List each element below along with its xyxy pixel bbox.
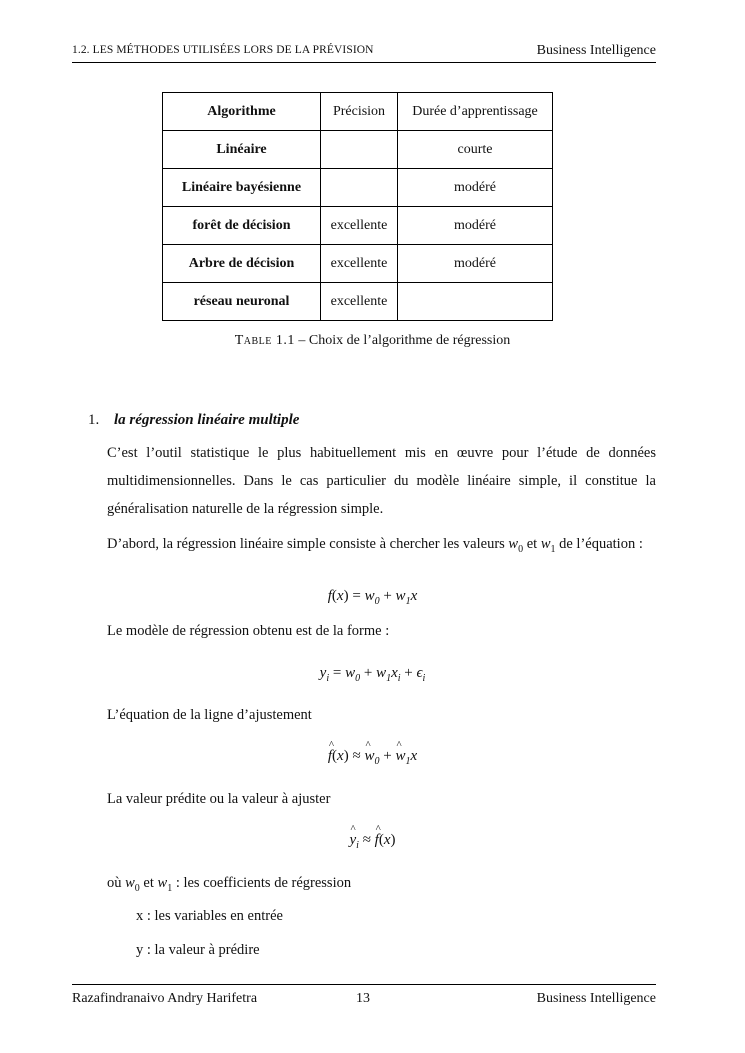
table-header-cell: Précision bbox=[321, 93, 398, 131]
page-number: 13 bbox=[356, 991, 370, 1006]
table-cell: modéré bbox=[398, 169, 553, 207]
section-heading bbox=[88, 412, 299, 429]
header-title: Business Intelligence bbox=[536, 43, 656, 58]
footer-title: Business Intelligence bbox=[536, 991, 656, 1006]
y-definition: y : la valeur à prédire bbox=[136, 942, 260, 958]
table-cell: excellente bbox=[321, 283, 398, 321]
x-definition: x : les variables en entrée bbox=[136, 908, 283, 924]
page-header bbox=[72, 43, 656, 63]
table-cell: Arbre de décision bbox=[163, 245, 321, 283]
table-header-row bbox=[163, 93, 553, 131]
table-cell: excellente bbox=[321, 245, 398, 283]
table-cell: forêt de décision bbox=[163, 207, 321, 245]
table-cell bbox=[398, 283, 553, 321]
table-cell: réseau neuronal bbox=[163, 283, 321, 321]
table-row bbox=[163, 283, 553, 321]
footer-author: Razafindranaivo Andry Harifetra bbox=[72, 991, 258, 1006]
table-cell bbox=[321, 131, 398, 169]
table-cell: Linéaire bbox=[163, 131, 321, 169]
table-cell: excellente bbox=[321, 207, 398, 245]
table-cell: modéré bbox=[398, 207, 553, 245]
table-row bbox=[163, 169, 553, 207]
paragraph-equation-intro: D’abord, la régression linéaire simple consiste à chercher les valeurs $w_0$ et $w_1$ de l’équation : bbox=[107, 536, 643, 555]
section-title: la régression linéaire multiple bbox=[114, 412, 300, 428]
table-header-cell: Durée d’apprentissage bbox=[398, 93, 553, 131]
header-section: 1.2. LES MÉTHODES UTILISÉES LORS DE LA PRÉVISION bbox=[72, 44, 374, 56]
paragraph-intro: C’est l’outil statistique le plus habituellement mis en œuvre pour l’étude de données multidimensionnelles. Dans le cas particulier du modèle linéaire simple, il constitue la généralisation naturelle de la régression simple. bbox=[107, 445, 656, 517]
caption-label: Table 1.1 bbox=[234, 333, 295, 348]
table-caption bbox=[0, 333, 745, 349]
equation-model: $y_i = w_0 + w_1x_i + \epsilon_i$ bbox=[319, 665, 426, 684]
caption-text: – Choix de l’algorithme de régression bbox=[294, 333, 511, 348]
table-header-cell: Algorithme bbox=[163, 93, 321, 131]
section-number: 1. bbox=[88, 412, 100, 428]
fit-intro: L’équation de la ligne d’ajustement bbox=[107, 707, 312, 723]
table-cell: Linéaire bayésienne bbox=[163, 169, 321, 207]
table-cell bbox=[321, 169, 398, 207]
coefficients-definition: où $w_0$ et $w_1$ : les coefficients de régression bbox=[107, 875, 352, 894]
page-footer bbox=[72, 984, 656, 1009]
table-row bbox=[163, 131, 553, 169]
table-cell: courte bbox=[398, 131, 553, 169]
table-cell: modéré bbox=[398, 245, 553, 283]
table-row bbox=[163, 245, 553, 283]
algorithm-table bbox=[162, 92, 553, 321]
equation-linear: $f(x) = w_0 + w_1x$ bbox=[327, 588, 418, 607]
table-row bbox=[163, 207, 553, 245]
prediction-intro: La valeur prédite ou la valeur à ajuster bbox=[107, 791, 331, 807]
model-intro: Le modèle de régression obtenu est de la forme : bbox=[107, 623, 390, 639]
equation-fit: ^ f(x) ≈ ^ $w_0$ + ^ $w_1x$ bbox=[0, 748, 745, 767]
equation-prediction: ^ $y_i$ ≈ ^ f(x) bbox=[0, 832, 745, 851]
